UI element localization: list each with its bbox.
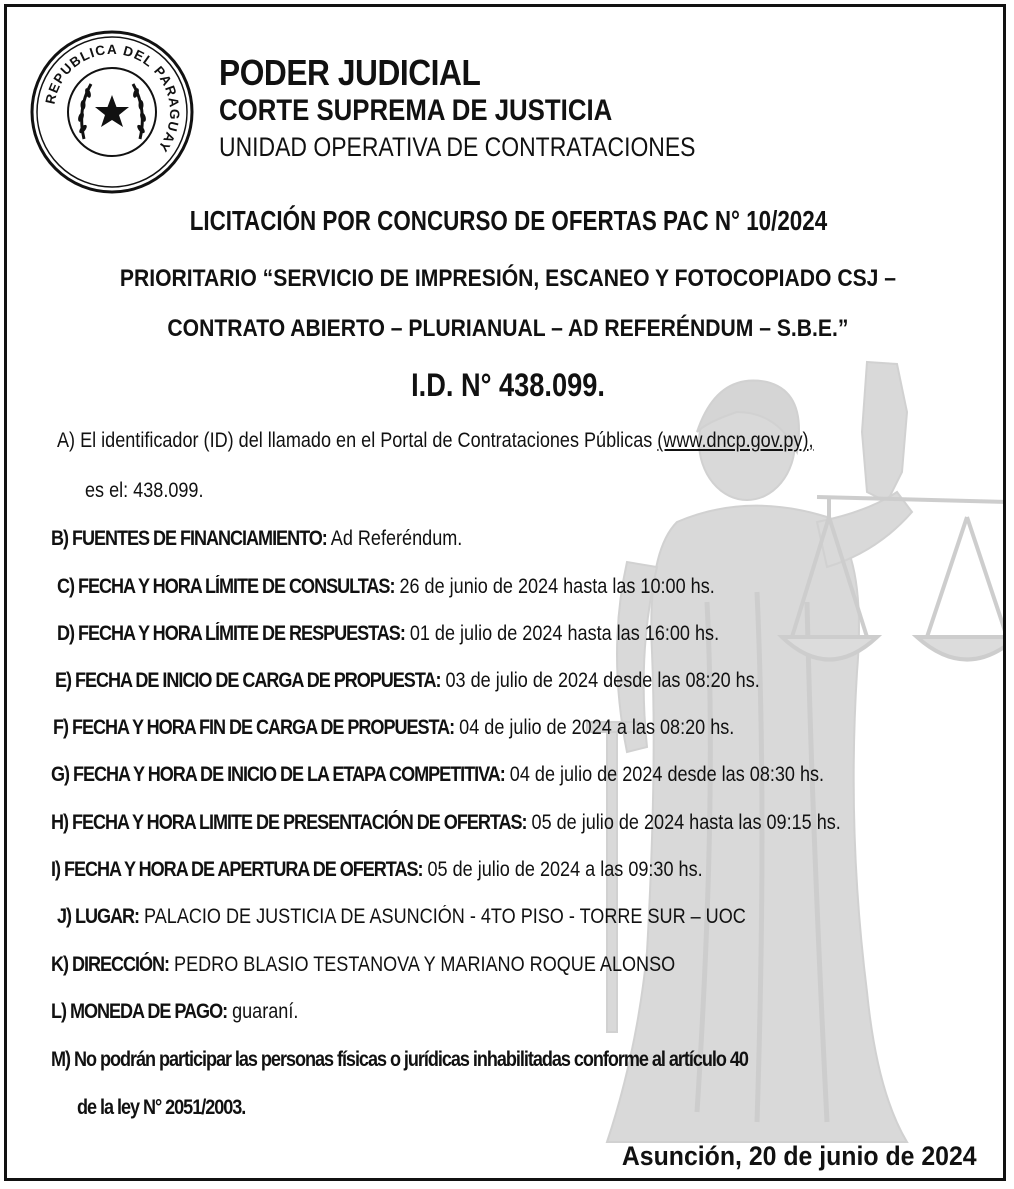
tender-id: I.D. N° 438.099. (411, 367, 605, 403)
item-h: H) FECHA Y HORA LIMITE DE PRESENTACIÓN DE OFERTAS: 05 de julio de 2024 hasta las 09:15 hs. (51, 811, 841, 834)
item-f: F) FECHA Y HORA FIN DE CARGA DE PROPUESTA: 04 de julio de 2024 a las 08:20 hs. (53, 716, 735, 739)
item-a-line-1: A) El identificador (ID) del llamado en el Portal de Contrataciones Públicas (www.dncp.gov.py), (57, 429, 814, 452)
dncp-link[interactable]: (www.dncp.gov.py), (657, 429, 814, 452)
item-i: I) FECHA Y HORA DE APERTURA DE OFERTAS: 05 de julio de 2024 a las 09:30 hs. (51, 858, 703, 881)
item-m-line-1: M) No podrán participar las personas físicas o jurídicas inhabilitadas conforme al artículo 40 (51, 1048, 748, 1071)
item-e: E) FECHA DE INICIO DE CARGA DE PROPUESTA: 03 de julio de 2024 desde las 08:20 hs. (55, 669, 760, 692)
item-b: B) FUENTES DE FINANCIAMIENTO: Ad Referéndum. (51, 527, 463, 550)
item-d: D) FECHA Y HORA LÍMITE DE RESPUESTAS: 01 de julio de 2024 hasta las 16:00 hs. (57, 622, 720, 645)
court-subtitle: CORTE SUPREMA DE JUSTICIA (219, 94, 613, 127)
lady-justice-illustration (567, 352, 1006, 1152)
item-a-line-2: es el: 438.099. (85, 479, 204, 502)
national-seal-star-icon (29, 29, 195, 195)
item-m-line-2: de la ley N° 2051/2003. (77, 1096, 246, 1119)
tender-title: LICITACIÓN POR CONCURSO DE OFERTAS PAC N° 10/2024 (189, 205, 827, 236)
item-j: J) LUGAR: PALACIO DE JUSTICIA DE ASUNCIÓN - 4TO PISO - TORRE SUR – UOC (57, 905, 746, 928)
project-line-2: CONTRATO ABIERTO – PLURIANUAL – AD REFERÉNDUM – S.B.E.” (167, 315, 849, 342)
item-g: G) FECHA Y HORA DE INICIO DE LA ETAPA COMPETITIVA: 04 de julio de 2024 desde las 08:30 hs. (51, 763, 825, 786)
place-and-date: Asunción, 20 de junio de 2024 (622, 1141, 977, 1171)
project-line-1: PRIORITARIO “SERVICIO DE IMPRESIÓN, ESCANEO Y FOTOCOPIADO CSJ – (119, 265, 897, 292)
header (219, 53, 780, 165)
unit-name: UNIDAD OPERATIVA DE CONTRATACIONES (219, 132, 696, 162)
item-c: C) FECHA Y HORA LÍMITE DE CONSULTAS: 26 de junio de 2024 hasta las 10:00 hs. (57, 575, 715, 598)
document-frame (4, 4, 1006, 1181)
institution-title: PODER JUDICIAL (219, 52, 481, 93)
seal-text: REPUBLICA DEL PARAGUAY (42, 41, 183, 156)
item-l: L) MONEDA DE PAGO: guaraní. (51, 1000, 299, 1023)
item-k: K) DIRECCIÓN: PEDRO BLASIO TESTANOVA Y MARIANO ROQUE ALONSO (51, 953, 676, 976)
